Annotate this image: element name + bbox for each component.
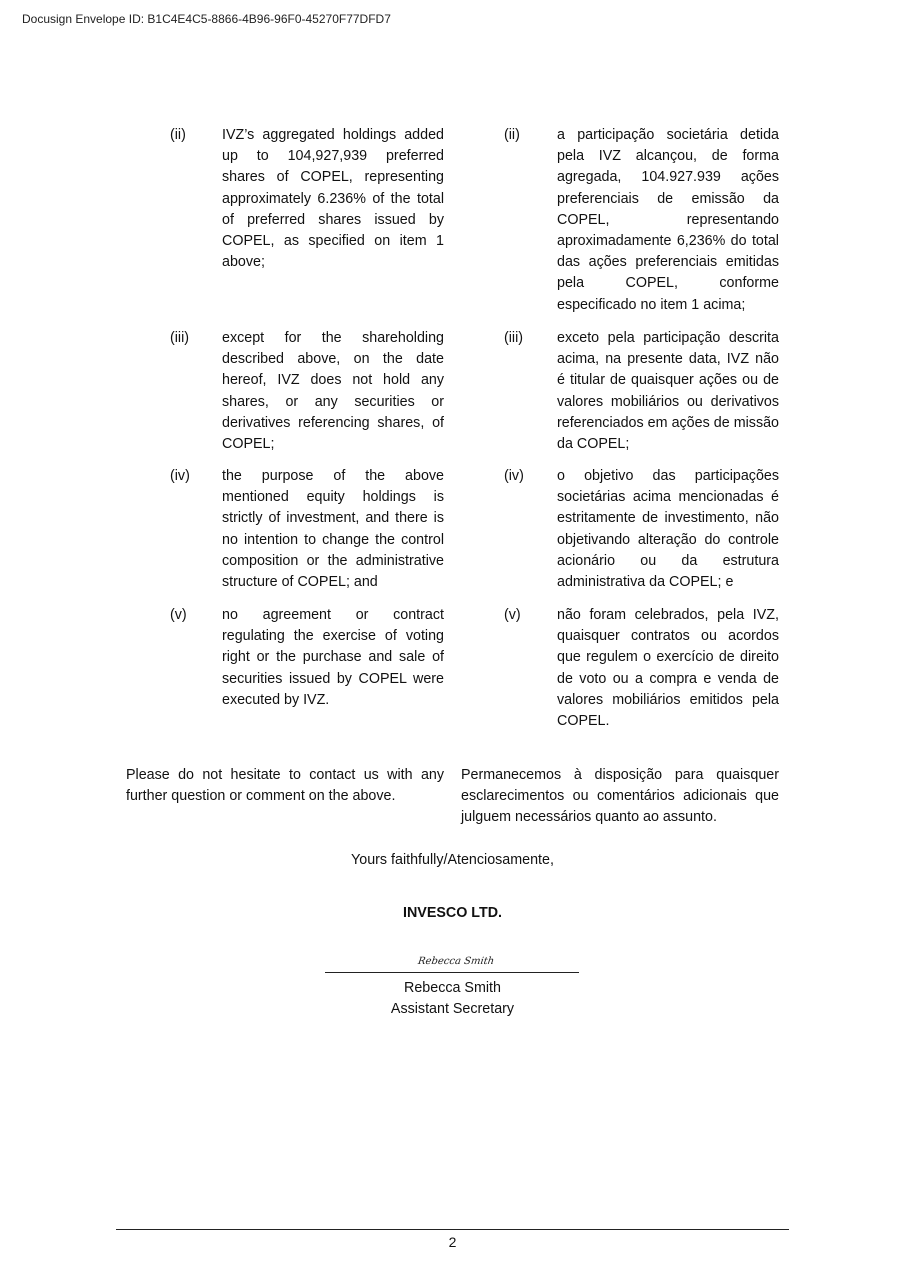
item-text-en: the purpose of the above mentioned equity holdings is strictly of investment, and there is no intention to change the control composition or the administrative structure of COPEL; and — [222, 468, 444, 591]
item-number-pt: (iii) — [504, 330, 524, 346]
handwritten-signature: Rebecca Smith — [417, 956, 495, 967]
item-text-en: except for the shareholding described above, on the date hereof, IVZ does not hold any shares, or any securities or derivatives referencing shares, of COPEL; — [222, 330, 444, 453]
item-number-en: (ii) — [170, 127, 186, 143]
item-number-pt: (v) — [504, 607, 521, 623]
page-number: 2 — [448, 1234, 457, 1250]
salutation: Yours faithfully/Atenciosamente, — [351, 852, 554, 868]
signature-line — [325, 972, 579, 973]
item-text-pt: o objetivo das participações societárias acima mencionadas é estritamente de investimento, não objetivando alteração do controle acionário ou da estrutura administrativa da COPEL; e — [557, 468, 779, 591]
item-text-pt: a participação societária detida pela IVZ alcançou, de forma agregada, 104.927.939 ações preferenciais de emissão da COPEL, representando aproximadamente 6,236% do total das ações preferenciais emitidas pela COPEL, conforme especificado no item 1 acima; — [557, 127, 779, 313]
item-text-pt: exceto pela participação descrita acima, na presente data, IVZ não é titular de quaisquer ações ou de valores mobiliários ou derivativos referenciados em ações de missão da COPEL; — [557, 330, 779, 453]
closing-paragraph-pt: Permanecemos à disposição para quaisquer esclarecimentos ou comentários adicionais que julguem necessários quanto ao assunto. — [461, 767, 779, 826]
footer-divider — [116, 1229, 789, 1230]
closing-paragraph-en: Please do not hesitate to contact us with any further question or comment on the above. — [126, 767, 444, 805]
signatory-title: Assistant Secretary — [390, 1001, 515, 1017]
item-number-pt: (iv) — [504, 468, 524, 484]
company-name: INVESCO LTD. — [402, 905, 503, 921]
item-number-en: (v) — [170, 607, 187, 623]
item-text-en: no agreement or contract regulating the exercise of voting right or the purchase and sale of securities issued by COPEL were executed by IVZ. — [222, 607, 444, 708]
item-number-pt: (ii) — [504, 127, 520, 143]
item-number-en: (iv) — [170, 468, 190, 484]
signatory-name: Rebecca Smith — [404, 980, 501, 996]
item-text-pt: não foram celebrados, pela IVZ, quaisquer contratos ou acordos que regulem o exercício de direito de voto ou a compra e venda de valores mobiliários emitidos pela COPEL. — [557, 607, 779, 730]
item-number-en: (iii) — [170, 330, 190, 346]
envelope-id: Docusign Envelope ID: B1C4E4C5-8866-4B96-96F0-45270F77DFD7 — [22, 12, 391, 26]
item-text-en: IVZ’s aggregated holdings added up to 104,927,939 preferred shares of COPEL, representing approximately 6.236% of the total of preferred shares issued by COPEL, as specified on item 1 above; — [222, 127, 444, 271]
